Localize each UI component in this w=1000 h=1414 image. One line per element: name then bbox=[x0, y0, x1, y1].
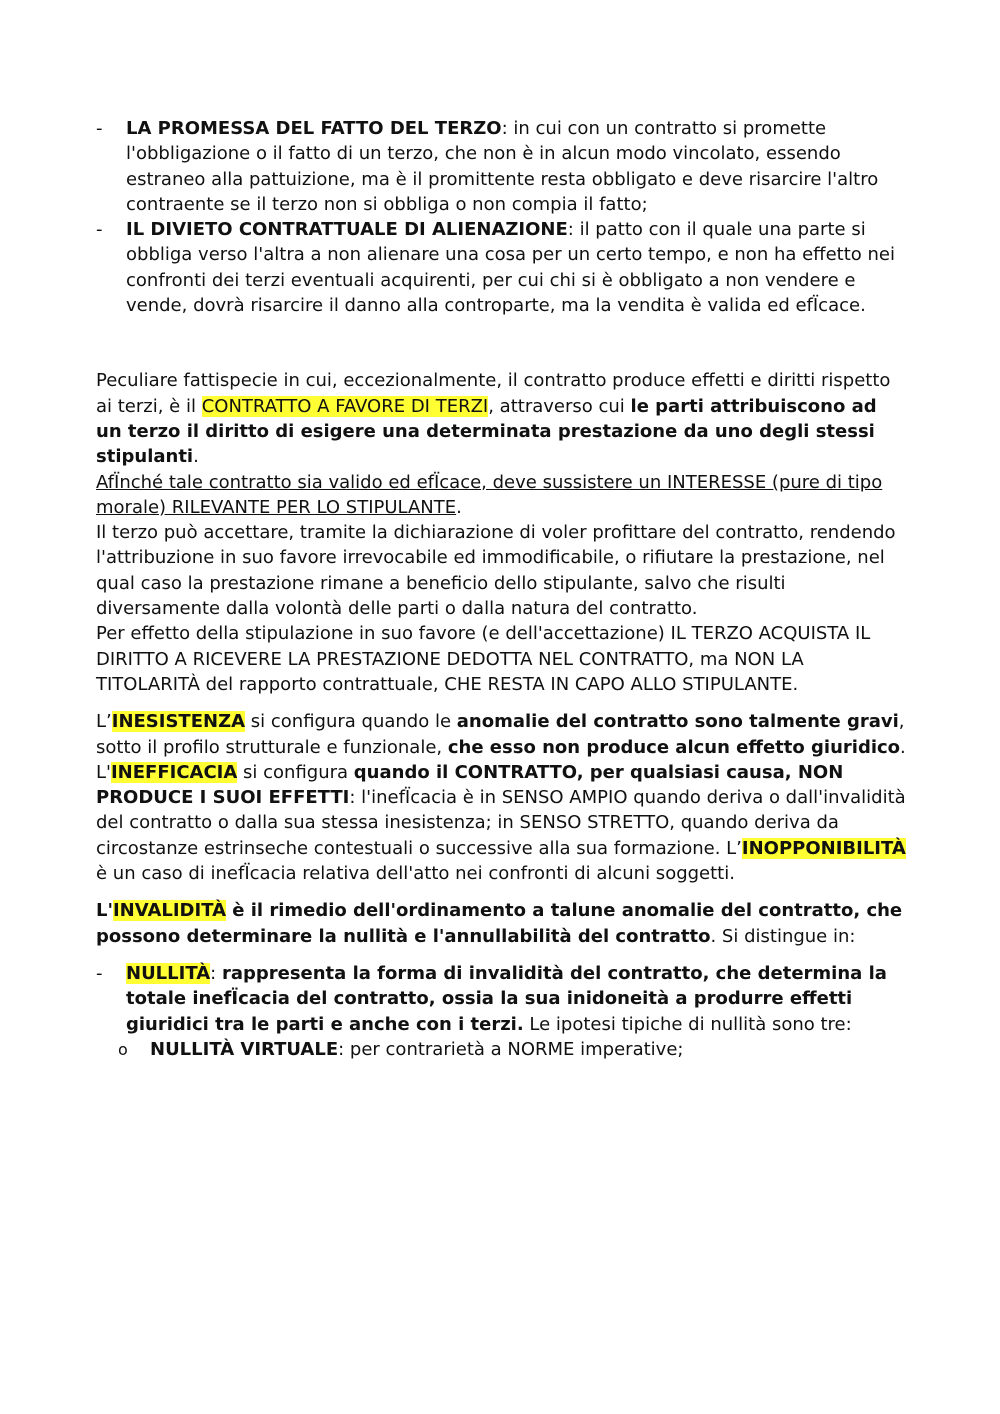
term-nullita-virtuale: NULLITÀ VIRTUALE bbox=[150, 1038, 339, 1060]
highlight-inefficacia: INEFFICACIA bbox=[110, 761, 238, 783]
underlined-interesse: AfÏnché tale contratto sia valido ed efÏcace, deve sussistere un INTERESSE (pure di tipo morale) RILEVANTE PER LO STIPULANTE bbox=[96, 471, 883, 518]
term-divieto: IL DIVIETO CONTRATTUALE DI ALIENAZIONE bbox=[126, 219, 568, 241]
highlight-invalidita: INVALIDITÀ bbox=[112, 900, 227, 922]
paragraph-terzo-accetta: Il terzo può accettare, tramite la dichiarazione di voler profittare del contratto, rendendo l'attribuzione in suo favore irrevocabile ed immodificabile, o rifiutare la prestazione, nel qual caso la prestazione rimane a beneficio dello stipulante, salvo che risulti diversamente dalla volontà delle parti o dalla natura del contratto. bbox=[96, 522, 896, 620]
paragraph-interesse: AfÏnché tale contratto sia valido ed efÏcace, deve sussistere un INTERESSE (pure di tipo morale) RILEVANTE PER LO STIPULANTE. bbox=[96, 471, 883, 518]
highlight-contratto-favore-terzi: CONTRATTO A FAVORE DI TERZI bbox=[201, 395, 489, 417]
paragraph-inefficacia: L'INEFFICACIA si configura quando il CONTRATTO, per qualsiasi causa, NON PRODUCE I SUOI EFFETTI: l'inefÏcacia è in SENSO AMPIO quando deriva o dall'invalidità del contratto o dalla sua stessa inesistenza; in SENSO STRETTO, quando deriva da circostanze estrinseche contestuali o successive alla sua formazione. L’INOPPONIBILITÀ è un caso di inefÏcacia relativa dell'atto nei confronti di alcuni soggetti. bbox=[96, 761, 906, 885]
highlight-inesistenza: INESISTENZA bbox=[111, 711, 246, 733]
paragraph-contratto-favore-terzi: Peculiare fattispecie in cui, eccezionalmente, il contratto produce effetti e diritti rispetto ai terzi, è il CONTRATTO A FAVORE DI TERZI, attraverso cui le parti attribuiscono ad un terzo il diritto di esigere una determinata prestazione da uno degli stessi stipulanti. bbox=[96, 370, 891, 468]
document-page bbox=[96, 116, 906, 1062]
paragraph-effetto: Per effetto della stipulazione in suo favore (e dell'accettazione) IL TERZO ACQUISTA IL DIRITTO A RICEVERE LA PRESTAZIONE DEDOTTA NEL CONTRATTO, ma NON LA TITOLARITÀ del rapporto contrattuale, CHE RESTA IN CAPO ALLO STIPULANTE. bbox=[96, 623, 871, 695]
clauses-list bbox=[96, 116, 906, 318]
invalidita-list bbox=[96, 961, 906, 1037]
list-item bbox=[96, 217, 906, 318]
list-item: - NULLITÀ: rappresenta la forma di invalidità del contratto, che determina la totale inefÏcacia del contratto, ossia la sua inidoneità a produrre effetti giuridici tra le parti e anche con i terzi. Le ipotesi tipiche di nullità sono tre: bbox=[96, 961, 906, 1037]
text-promessa: : in cui con un contratto si promette l'obbligazione o il fatto di un terzo, che non è in alcun modo vincolato, essendo estraneo alla pattuizione, ma è il promittente resta obbligato e deve risarcire l'altro contraente se il terzo non si obbliga o non compia il fatto; bbox=[126, 118, 879, 215]
highlight-inopponibilita: INOPPONIBILITÀ bbox=[741, 837, 906, 859]
nullita-sublist bbox=[96, 1037, 906, 1062]
term-promessa: LA PROMESSA DEL FATTO DEL TERZO bbox=[126, 118, 502, 139]
list-item: o NULLITÀ VIRTUALE: per contrarietà a NORME imperative; bbox=[96, 1037, 906, 1062]
list-item bbox=[96, 116, 906, 217]
highlight-nullita: NULLITÀ bbox=[126, 962, 211, 984]
paragraph-invalidita: L'INVALIDITÀ è il rimedio dell'ordinamento a talune anomalie del contratto, che possono determinare la nullità e l'annullabilità del contratto. Si distingue in: bbox=[96, 900, 903, 947]
paragraph-inesistenza: L’INESISTENZA si configura quando le anomalie del contratto sono talmente gravi, sotto il profilo strutturale e funzionale, che esso non produce alcun effetto giuridico. bbox=[96, 711, 906, 758]
text-divieto: : il patto con il quale una parte si obbliga verso l'altra a non alienare una cosa per un certo tempo, e non ha effetto nei confronti dei terzi eventuali acquirenti, per cui chi si è obbligato a non vendere e vende, dovrà risarcire il danno alla controparte, ma la vendita è valida ed efÏcace. bbox=[126, 219, 895, 317]
